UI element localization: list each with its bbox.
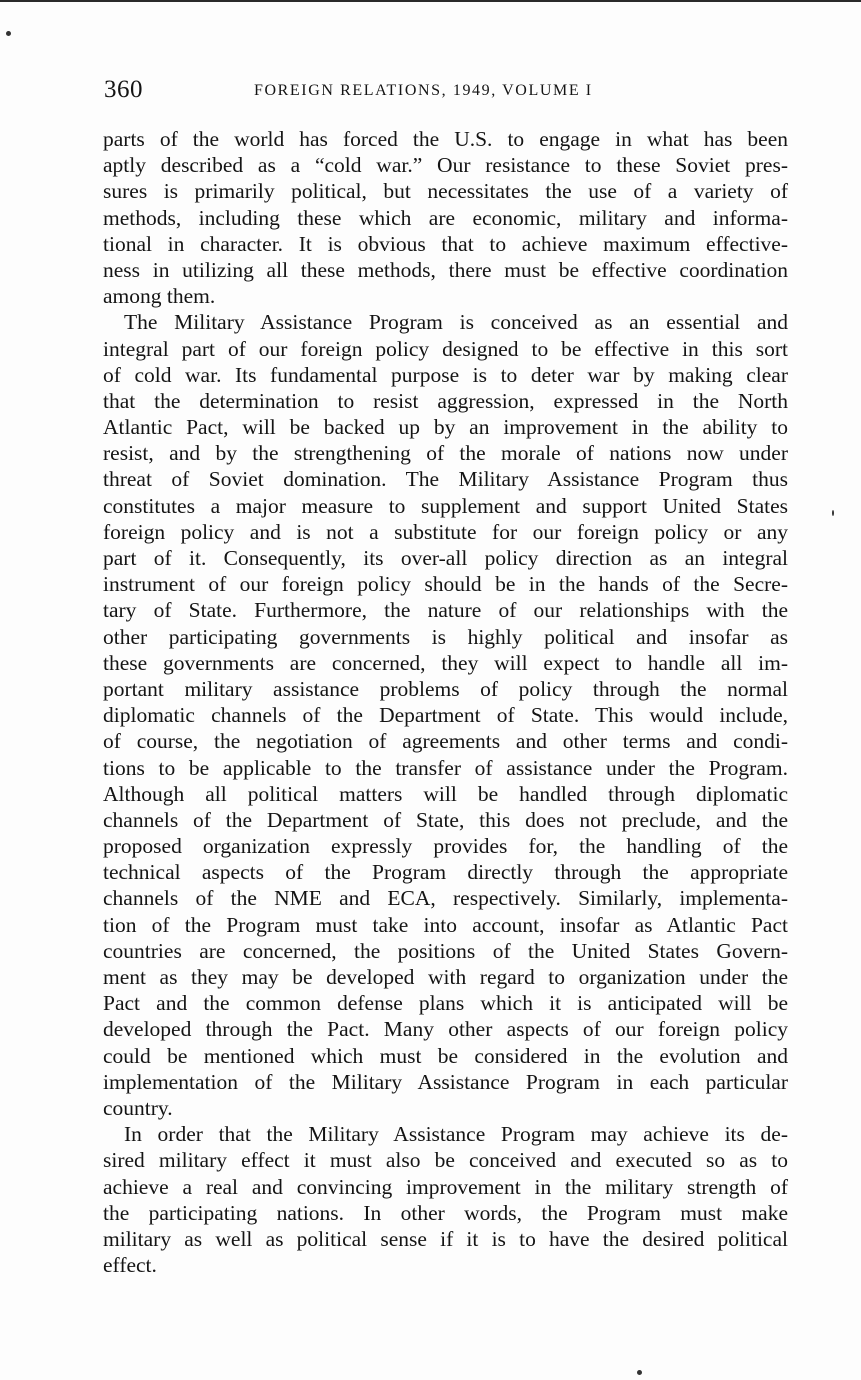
running-head: FOREIGN RELATIONS, 1949, VOLUME I: [254, 82, 593, 99]
text-line: constitutes a major measure to supplement and support United States: [103, 493, 788, 518]
scan-speck: [637, 1370, 642, 1375]
text-line: could be mentioned which must be considered in the evolution and: [103, 1043, 788, 1068]
text-line: of cold war. Its fundamental purpose is to deter war by making clear: [103, 362, 788, 387]
text-line: The Military Assistance Program is conceived as an essential and: [124, 310, 788, 335]
text-line: portant military assistance problems of policy through the normal: [103, 676, 788, 701]
text-line: that the determination to resist aggression, expressed in the North: [103, 388, 788, 413]
text-line: technical aspects of the Program directly through the appropriate: [103, 860, 788, 885]
text-line: military as well as political sense if it is to have the desired political: [103, 1226, 788, 1251]
scan-speck: [832, 510, 834, 516]
text-line: tions to be applicable to the transfer of assistance under the Program.: [103, 755, 788, 780]
body-text: [103, 126, 788, 1278]
text-line: diplomatic channels of the Department of State. This would include,: [103, 703, 788, 728]
scan-speck: [6, 31, 11, 36]
text-line: other participating governments is highly political and insofar as: [103, 624, 788, 649]
text-line: countries are concerned, the positions of the United States Govern-: [103, 938, 788, 963]
text-line: sures is primarily political, but necessitates the use of a variety of: [103, 179, 788, 204]
paragraph-2: [103, 309, 788, 1121]
text-line: aptly described as a “cold war.” Our resistance to these Soviet pres-: [103, 153, 788, 178]
text-line: integral part of our foreign policy designed to be effective in this sort: [103, 336, 788, 361]
text-line: channels of the NME and ECA, respectively. Similarly, implementa-: [103, 886, 788, 911]
text-line: part of it. Consequently, its over-all policy direction as an integral: [103, 546, 788, 570]
text-line: achieve a real and convincing improvement in the military strength of: [103, 1174, 788, 1199]
text-line: Although all political matters will be handled through diplomatic: [103, 781, 788, 806]
text-line: methods, including these which are economic, military and informa-: [103, 205, 788, 230]
text-line: parts of the world has forced the U.S. to engage in what has been: [103, 127, 788, 151]
top-edge-rule: [0, 0, 861, 2]
text-line: sired military effect it must also be conceived and executed so as to: [103, 1148, 788, 1173]
text-line: tion of the Program must take into account, insofar as Atlantic Pact: [103, 912, 788, 937]
paragraph-3: [103, 1121, 788, 1278]
text-line: implementation of the Military Assistance Program in each particular: [103, 1069, 788, 1094]
text-line: threat of Soviet domination. The Military Assistance Program thus: [103, 467, 788, 492]
page-header: [104, 74, 788, 110]
text-line: country.: [103, 1095, 173, 1120]
text-line: In order that the Military Assistance Program may achieve its de-: [124, 1122, 788, 1147]
text-line: tary of State. Furthermore, the nature of our relationships with the: [103, 598, 788, 623]
text-line: effect.: [103, 1253, 157, 1278]
text-line: proposed organization expressly provides for, the handling of the: [103, 834, 788, 859]
text-line: of course, the negotiation of agreements and other terms and condi-: [103, 729, 788, 754]
text-line: instrument of our foreign policy should be in the hands of the Secre-: [103, 572, 788, 597]
text-line: Pact and the common defense plans which it is anticipated will be: [103, 991, 788, 1016]
text-line: developed through the Pact. Many other aspects of our foreign policy: [103, 1017, 788, 1042]
text-line: among them.: [103, 284, 216, 309]
paragraph-1: [103, 126, 788, 309]
text-line: channels of the Department of State, this does not preclude, and the: [103, 807, 788, 832]
text-line: Atlantic Pact, will be backed up by an improvement in the ability to: [103, 415, 788, 440]
text-line: resist, and by the strengthening of the morale of nations now under: [103, 441, 788, 466]
text-line: ness in utilizing all these methods, there must be effective coordination: [103, 257, 788, 282]
text-line: foreign policy and is not a substitute for our foreign policy or any: [103, 519, 788, 544]
text-line: the participating nations. In other words, the Program must make: [103, 1200, 788, 1225]
page-number: 360: [104, 76, 143, 103]
text-line: ment as they may be developed with regard to organization under the: [103, 965, 788, 989]
text-line: these governments are concerned, they will expect to handle all im-: [103, 650, 788, 675]
text-line: tional in character. It is obvious that to achieve maximum effective-: [103, 231, 788, 256]
